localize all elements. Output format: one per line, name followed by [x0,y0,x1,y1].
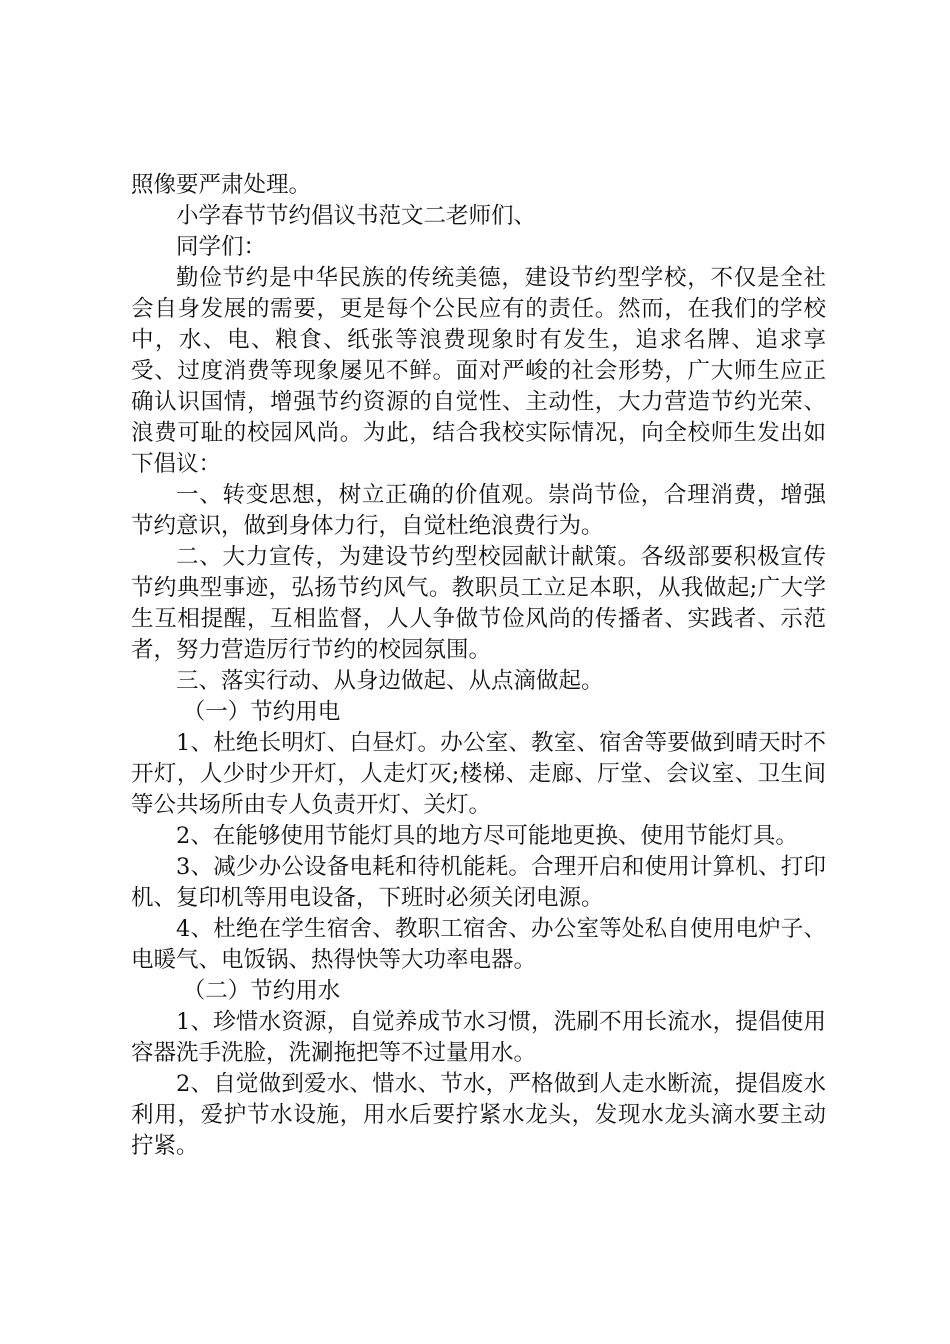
section-heading: （二）节约用水 [182,978,341,1004]
paragraph: 同学们： [176,234,267,260]
paragraph: 小学春节节约倡议书范文二老师们、 [176,203,537,229]
paragraph: 1、杜绝长明灯、白昼灯。办公室、教室、宿舍等要做到晴天时不开灯，人少时少开灯，人走灯灭;楼梯、走廊、厅堂、会议室、卫生间等公共场所由专人负责开灯、关灯。 [131,730,826,818]
paragraph: 二、大力宣传，为建设节约型校园献计献策。各级部要积极宣传节约典型事迹，弘扬节约风气。教职员工立足本职，从我做起;广大学生互相提醒，互相监督，人人争做节俭风尚的传播者、实践者、示范者，努力营造厉行节约的校园氛围。 [131,544,826,663]
paragraph: 3、减少办公设备电耗和待机能耗。合理开启和使用计算机、打印机、复印机等用电设备，下班时必须关闭电源。 [131,854,826,911]
paragraph: 一、转变思想，树立正确的价值观。崇尚节俭，合理消费，增强节约意识，做到身体力行，自觉杜绝浪费行为。 [131,482,826,539]
paragraph: 三、落实行动、从身边做起、从点滴做起。 [176,668,604,694]
paragraph: 2、自觉做到爱水、惜水、节水，严格做到人走水断流，提倡废水利用，爱护节水设施，用水后要拧紧水龙头，发现水龙头滴水要主动拧紧。 [131,1071,826,1159]
paragraph: 1、珍惜水资源，自觉养成节水习惯，洗刷不用长流水，提倡使用容器洗手洗脸，洗涮拖把等不过量用水。 [131,1009,826,1066]
paragraph: 照像要严肃处理。 [131,172,312,198]
paragraph: 4、杜绝在学生宿舍、教职工宿舍、办公室等处私自使用电炉子、电暖气、电饭锅、热得快等大功率电器。 [131,916,826,973]
document-body [131,170,826,1162]
section-heading: （一）节约用电 [182,699,341,725]
paragraph: 2、在能够使用节能灯具的地方尽可能地更换、使用节能灯具。 [176,823,798,849]
paragraph: 勤俭节约是中华民族的传统美德，建设节约型学校，不仅是全社会自身发展的需要，更是每个公民应有的责任。然而，在我们的学校中，水、电、粮食、纸张等浪费现象时有发生，追求名牌、追求享受、过度消费等现象屡见不鲜。面对严峻的社会形势，广大师生应正确认识国情，增强节约资源的自觉性、主动性，大力营造节约光荣、浪费可耻的校园风尚。为此，结合我校实际情况，向全校师生发出如下倡议： [131,265,826,477]
